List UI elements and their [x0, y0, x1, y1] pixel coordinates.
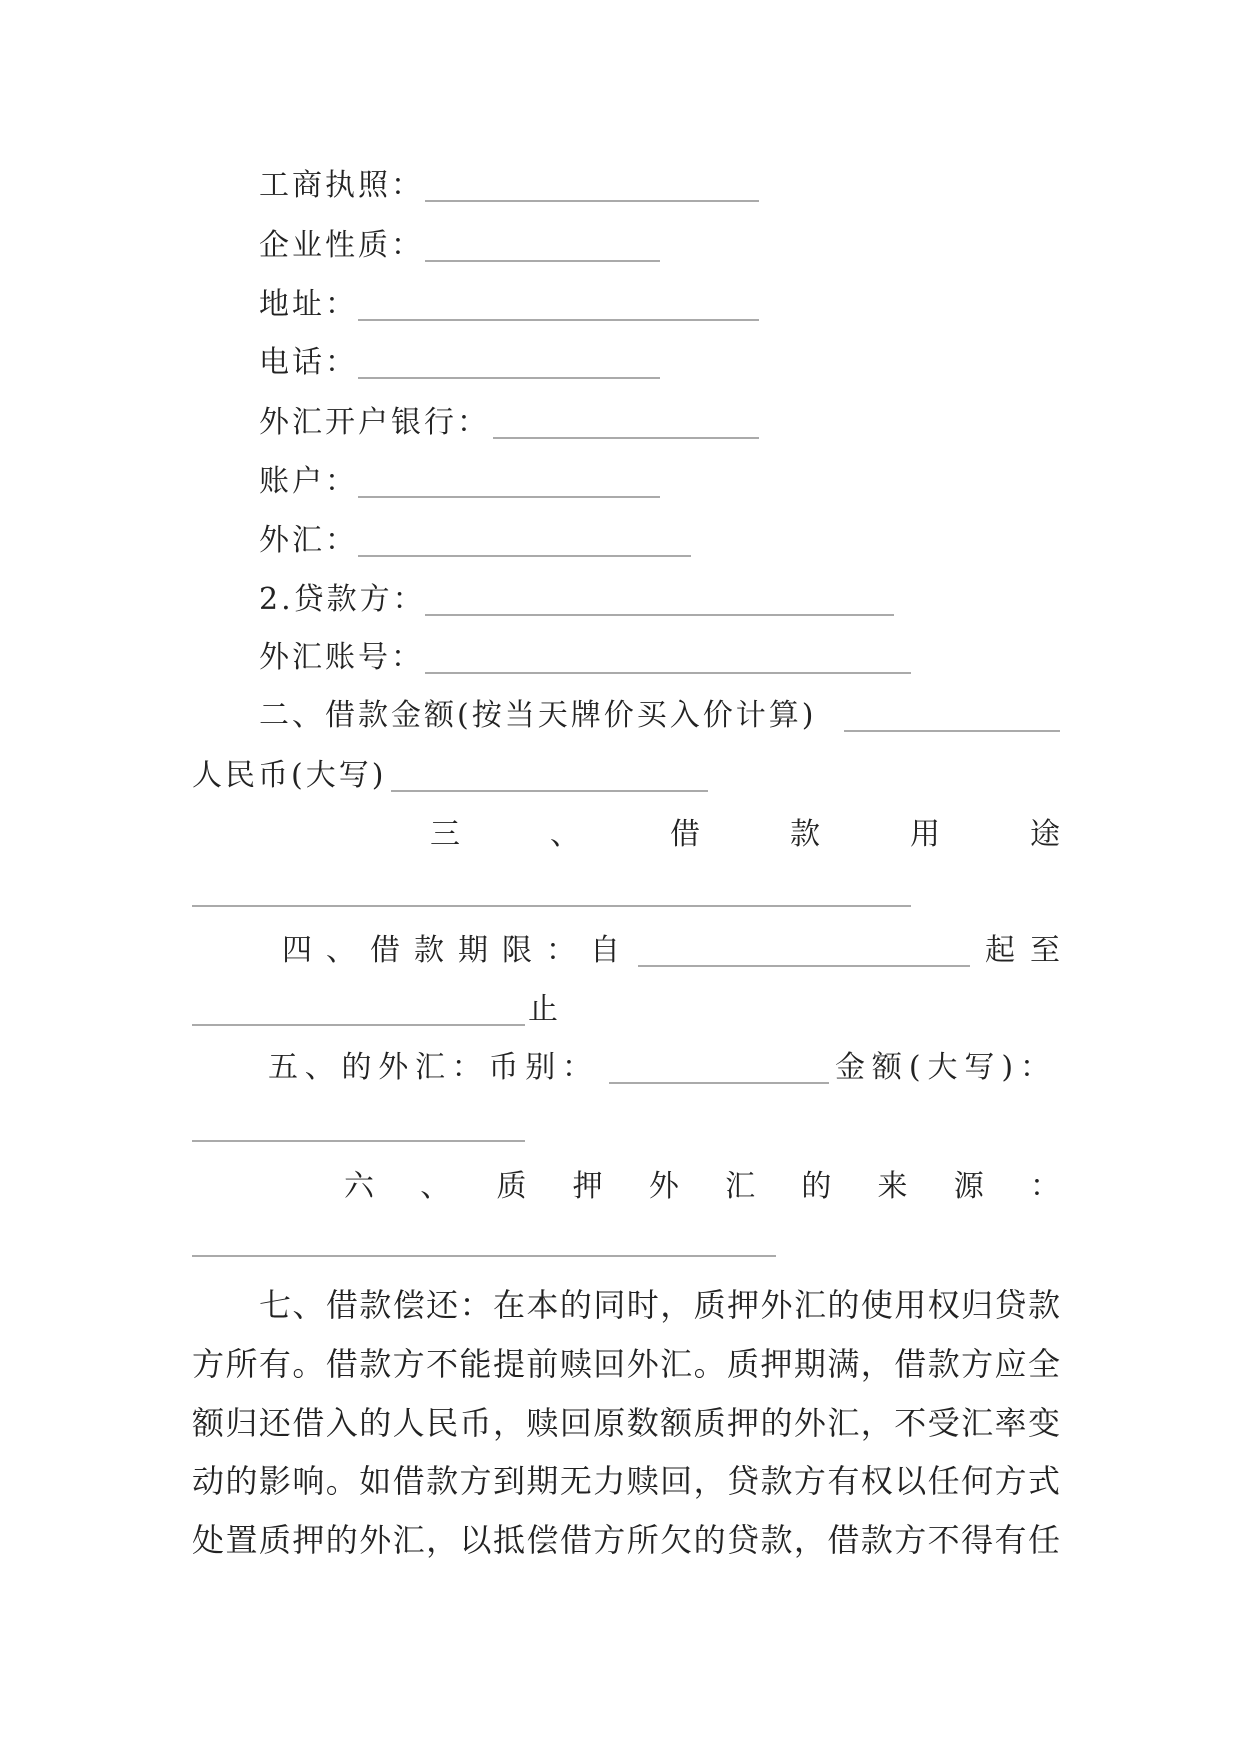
section-4-end-mark: 止	[528, 992, 561, 1027]
blank-term-end[interactable]	[192, 1024, 525, 1026]
blank-loan-amount[interactable]	[844, 730, 1060, 732]
blank-currency[interactable]	[609, 1082, 829, 1084]
blank-fx[interactable]	[358, 555, 691, 557]
section-4-loan-term: 四、借款期限：自	[282, 933, 620, 968]
blank-lender[interactable]	[425, 614, 894, 616]
field-label-fx-account-no: 外汇账号：	[259, 640, 424, 675]
blank-fx-bank[interactable]	[493, 437, 759, 439]
field-label-fx-bank: 外汇开户银行：	[259, 405, 490, 440]
blank-fx-amount[interactable]	[192, 1140, 525, 1142]
blank-business-license[interactable]	[425, 200, 759, 202]
section-7-line: 处置质押的外汇，以抵偿借方所欠的贷款，借款方不得有任	[192, 1521, 1060, 1559]
section-2-loan-amount: 二、借款金额(按当天牌价买入价计算)	[259, 698, 817, 733]
section-7-line: 方所有。借款方不能提前赎回外汇。质押期满，借款方应全	[192, 1345, 1060, 1383]
section-7-line: 动的影响。如借款方到期无力赎回，贷款方有权以任何方式	[192, 1462, 1060, 1500]
section-6-fx-source: 六、质押外汇的来源：	[344, 1169, 1060, 1204]
blank-fx-source[interactable]	[192, 1255, 776, 1257]
blank-account[interactable]	[358, 496, 660, 498]
field-label-fx: 外汇：	[259, 523, 358, 558]
field-label-lender: 2.贷款方：	[259, 582, 426, 617]
section-3-loan-purpose: 三、借款用途	[430, 817, 1060, 852]
section-5-amount-label: 金额(大写)：	[835, 1050, 1050, 1085]
blank-address[interactable]	[358, 319, 759, 321]
section-4-until: 起至	[985, 933, 1060, 968]
field-label-phone: 电话：	[259, 345, 358, 380]
blank-enterprise-nature[interactable]	[425, 260, 660, 262]
section-5-currency: 五、的外汇：币别：	[268, 1050, 592, 1085]
blank-phone[interactable]	[358, 377, 660, 379]
field-label-business-license: 工商执照：	[259, 168, 424, 203]
blank-fx-account-no[interactable]	[425, 672, 911, 674]
section-7-line: 额归还借入的人民币，赎回原数额质押的外汇，不受汇率变	[192, 1404, 1060, 1442]
field-label-address: 地址：	[259, 287, 358, 322]
field-label-account: 账户：	[259, 464, 358, 499]
blank-term-start[interactable]	[638, 965, 970, 967]
blank-rmb-amount[interactable]	[391, 790, 708, 792]
blank-loan-purpose[interactable]	[192, 905, 911, 907]
section-7-line: 七、借款偿还：在本的同时，质押外汇的使用权归贷款	[259, 1286, 1060, 1324]
field-label-enterprise-nature: 企业性质：	[259, 228, 424, 263]
section-2-rmb-label: 人民币(大写)	[192, 758, 387, 793]
